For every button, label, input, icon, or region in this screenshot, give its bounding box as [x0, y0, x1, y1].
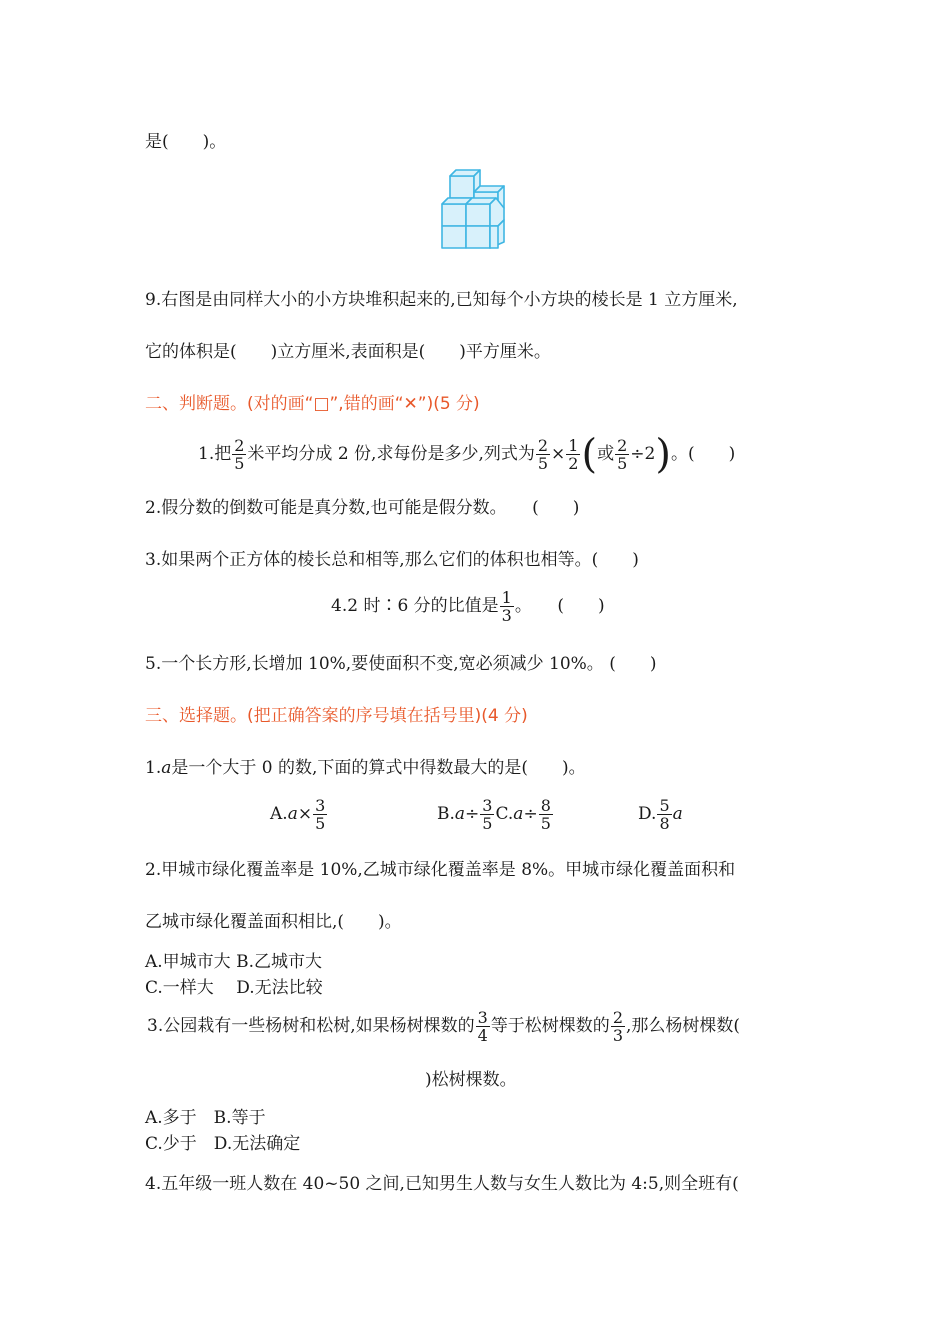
- numerator: 2: [537, 436, 549, 455]
- cube-stack-figure: [436, 162, 516, 262]
- denominator: 3: [612, 1026, 623, 1045]
- variable-a: a: [454, 804, 466, 824]
- choice-q1-number: 1.: [145, 758, 162, 778]
- choice-q3-options-ab: A.多于 B.等于: [145, 1108, 266, 1128]
- operator: ÷: [465, 804, 480, 824]
- fraction: [657, 797, 671, 832]
- choice-q3-prefix: 3.公园栽有一些杨树和松树,如果杨树棵数的: [147, 1016, 475, 1036]
- fraction: [615, 437, 629, 472]
- denominator: 5: [617, 454, 628, 473]
- choice-q2-options-cd: C.一样大 D.无法比较: [145, 978, 323, 998]
- operator: ÷: [523, 804, 538, 824]
- denominator: 5: [234, 454, 245, 473]
- numerator: 1: [501, 588, 512, 607]
- option-label: C.: [495, 804, 514, 824]
- choice-q1-stem: [145, 756, 586, 780]
- numerator: 3: [315, 796, 326, 815]
- fraction: [539, 797, 553, 832]
- fraction: [566, 437, 580, 472]
- q9-line1: 9.右图是由同样大小的小方块堆积起来的,已知每个小方块的棱长是 1 立方厘米,: [145, 290, 738, 310]
- choice-q4-line1: 4.五年级一班人数在 40~50 之间,已知男生人数与女生人数比为 4:5,则全班有(: [145, 1174, 739, 1194]
- option-label: A.: [270, 804, 288, 824]
- section2-heading: 二、判断题。(对的画“□”,错的画“✕”)(5 分): [145, 394, 480, 414]
- numerator: 1: [568, 436, 579, 455]
- q9-line2: 它的体积是( )立方厘米,表面积是( )平方厘米。: [145, 342, 551, 362]
- judge-q1-suffix: 。( ): [670, 444, 736, 464]
- judge-q4: [331, 586, 605, 626]
- denominator: 5: [537, 454, 549, 473]
- left-paren: (: [581, 431, 598, 478]
- numerator: 8: [540, 796, 551, 815]
- numerator: 3: [477, 1008, 488, 1027]
- numerator: 2: [234, 436, 245, 455]
- operator: ×: [297, 804, 313, 824]
- numerator: 3: [482, 796, 493, 815]
- choice-q3-line1: [147, 1004, 740, 1048]
- choice-q3-line2: )松树棵数。: [425, 1070, 517, 1090]
- variable-a: a: [672, 804, 683, 824]
- choice-q1-option-bc: [437, 794, 554, 834]
- times-sign: ×: [551, 444, 566, 464]
- fraction: [536, 437, 550, 472]
- judge-q3: 3.如果两个正方体的棱长总和相等,那么它们的体积也相等。( ): [145, 550, 639, 570]
- choice-q1-option-a: [270, 794, 328, 834]
- divide-two: ÷2: [630, 444, 656, 464]
- fraction: [611, 1009, 625, 1044]
- choice-q3-mid: 等于松树棵数的: [490, 1016, 610, 1036]
- judge-q4-suffix: 。 ( ): [514, 596, 605, 616]
- denominator: 8: [659, 814, 670, 833]
- fraction: [476, 1009, 490, 1044]
- choice-q1-text: 是一个大于 0 的数,下面的算式中得数最大的是( )。: [171, 758, 586, 778]
- judge-q1: [198, 432, 735, 476]
- denominator: 4: [477, 1026, 488, 1045]
- choice-q3-options-cd: C.少于 D.无法确定: [145, 1134, 301, 1154]
- cube-top-front: [450, 176, 474, 198]
- fraction: [232, 437, 246, 472]
- fraction: [313, 797, 327, 832]
- judge-q5: 5.一个长方形,长增加 10%,要使面积不变,宽必须减少 10%。 ( ): [145, 654, 657, 674]
- denominator: 3: [501, 606, 512, 625]
- numerator: 5: [659, 796, 670, 815]
- judge-q1-prefix: 1.把: [198, 444, 232, 464]
- q8-tail: 是( )。: [145, 132, 227, 152]
- denominator: 2: [568, 454, 579, 473]
- numerator: 2: [617, 436, 628, 455]
- denominator: 5: [482, 814, 493, 833]
- option-label: D.: [638, 804, 657, 824]
- numerator: 2: [612, 1008, 623, 1027]
- section3-heading: 三、选择题。(把正确答案的序号填在括号里)(4 分): [145, 706, 528, 726]
- judge-q4-prefix: 4.2 时∶6 分的比值是: [331, 596, 499, 616]
- fraction: [500, 589, 514, 624]
- variable-a: a: [161, 758, 172, 778]
- or-word: 或: [597, 444, 615, 464]
- choice-q2-line2: 乙城市绿化覆盖面积相比,( )。: [145, 912, 402, 932]
- fraction: [480, 797, 494, 832]
- variable-a: a: [287, 804, 298, 824]
- variable-a: a: [513, 804, 524, 824]
- option-label: B.: [437, 804, 455, 824]
- judge-q1-mid: 米平均分成 2 份,求每份是多少,列式为: [247, 444, 535, 464]
- choice-q2-options-ab: A.甲城市大 B.乙城市大: [145, 952, 322, 972]
- right-paren: ): [655, 431, 671, 478]
- choice-q1-option-d: [638, 794, 683, 834]
- denominator: 5: [315, 814, 326, 833]
- judge-q2: 2.假分数的倒数可能是真分数,也可能是假分数。 ( ): [145, 498, 580, 518]
- choice-q3-suffix: ,那么杨树棵数(: [626, 1016, 741, 1036]
- choice-q2-line1: 2.甲城市绿化覆盖率是 10%,乙城市绿化覆盖率是 8%。甲城市绿化覆盖面积和: [145, 860, 736, 880]
- denominator: 5: [540, 814, 551, 833]
